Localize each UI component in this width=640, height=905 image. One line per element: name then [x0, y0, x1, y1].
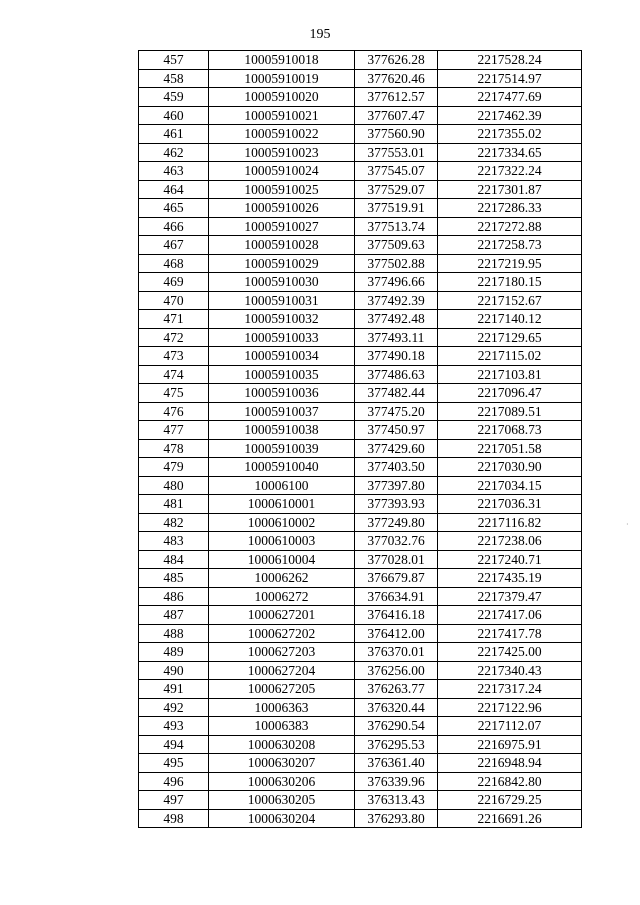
row-index-cell: 479 [139, 458, 209, 477]
x-coordinate-cell: 377482.44 [355, 384, 438, 403]
point-id-cell: 1000627201 [209, 606, 355, 625]
row-index-cell: 498 [139, 809, 209, 828]
y-coordinate-cell: 2216729.25 [438, 791, 582, 810]
x-coordinate-cell: 377612.57 [355, 88, 438, 107]
row-index-cell: 473 [139, 347, 209, 366]
table-row [139, 217, 582, 236]
table-row [139, 772, 582, 791]
x-coordinate-cell: 377475.20 [355, 402, 438, 421]
y-coordinate-cell: 2217112.07 [438, 717, 582, 736]
x-coordinate-cell: 376361.40 [355, 754, 438, 773]
x-coordinate-cell: 376339.96 [355, 772, 438, 791]
row-index-cell: 494 [139, 735, 209, 754]
coordinates-table [138, 50, 582, 828]
x-coordinate-cell: 377032.76 [355, 532, 438, 551]
x-coordinate-cell: 377529.07 [355, 180, 438, 199]
x-coordinate-cell: 376290.54 [355, 717, 438, 736]
y-coordinate-cell: 2217068.73 [438, 421, 582, 440]
row-index-cell: 474 [139, 365, 209, 384]
table-row [139, 236, 582, 255]
y-coordinate-cell: 2217355.02 [438, 125, 582, 144]
table-row [139, 125, 582, 144]
table-row [139, 532, 582, 551]
point-id-cell: 10005910039 [209, 439, 355, 458]
table-row [139, 328, 582, 347]
table-row [139, 606, 582, 625]
table-row [139, 495, 582, 514]
x-coordinate-cell: 376679.87 [355, 569, 438, 588]
x-coordinate-cell: 377393.93 [355, 495, 438, 514]
point-id-cell: 1000630204 [209, 809, 355, 828]
y-coordinate-cell: 2217096.47 [438, 384, 582, 403]
x-coordinate-cell: 377492.39 [355, 291, 438, 310]
y-coordinate-cell: 2217334.65 [438, 143, 582, 162]
point-id-cell: 1000630205 [209, 791, 355, 810]
y-coordinate-cell: 2217116.82 [438, 513, 582, 532]
point-id-cell: 10005910026 [209, 199, 355, 218]
x-coordinate-cell: 377502.88 [355, 254, 438, 273]
table-row [139, 717, 582, 736]
point-id-cell: 10005910034 [209, 347, 355, 366]
point-id-cell: 10005910024 [209, 162, 355, 181]
row-index-cell: 488 [139, 624, 209, 643]
table-row [139, 162, 582, 181]
y-coordinate-cell: 2217272.88 [438, 217, 582, 236]
x-coordinate-cell: 377403.50 [355, 458, 438, 477]
table-row [139, 402, 582, 421]
y-coordinate-cell: 2217030.90 [438, 458, 582, 477]
table-row [139, 439, 582, 458]
y-coordinate-cell: 2217036.31 [438, 495, 582, 514]
y-coordinate-cell: 2217528.24 [438, 51, 582, 70]
x-coordinate-cell: 376263.77 [355, 680, 438, 699]
x-coordinate-cell: 377492.48 [355, 310, 438, 329]
y-coordinate-cell: 2217051.58 [438, 439, 582, 458]
y-coordinate-cell: 2217240.71 [438, 550, 582, 569]
point-id-cell: 1000627203 [209, 643, 355, 662]
row-index-cell: 461 [139, 125, 209, 144]
x-coordinate-cell: 377513.74 [355, 217, 438, 236]
row-index-cell: 486 [139, 587, 209, 606]
table-row [139, 513, 582, 532]
x-coordinate-cell: 376320.44 [355, 698, 438, 717]
point-id-cell: 1000630206 [209, 772, 355, 791]
table-row [139, 106, 582, 125]
table-row [139, 735, 582, 754]
x-coordinate-cell: 376295.53 [355, 735, 438, 754]
point-id-cell: 10005910021 [209, 106, 355, 125]
margin-mark: · [626, 520, 629, 529]
y-coordinate-cell: 2217301.87 [438, 180, 582, 199]
point-id-cell: 10006272 [209, 587, 355, 606]
x-coordinate-cell: 377429.60 [355, 439, 438, 458]
row-index-cell: 492 [139, 698, 209, 717]
row-index-cell: 460 [139, 106, 209, 125]
x-coordinate-cell: 377249.80 [355, 513, 438, 532]
x-coordinate-cell: 377560.90 [355, 125, 438, 144]
point-id-cell: 1000630208 [209, 735, 355, 754]
row-index-cell: 469 [139, 273, 209, 292]
x-coordinate-cell: 376416.18 [355, 606, 438, 625]
x-coordinate-cell: 377607.47 [355, 106, 438, 125]
table-row [139, 643, 582, 662]
y-coordinate-cell: 2217103.81 [438, 365, 582, 384]
y-coordinate-cell: 2217219.95 [438, 254, 582, 273]
x-coordinate-cell: 376256.00 [355, 661, 438, 680]
y-coordinate-cell: 2217379.47 [438, 587, 582, 606]
y-coordinate-cell: 2216975.91 [438, 735, 582, 754]
row-index-cell: 489 [139, 643, 209, 662]
y-coordinate-cell: 2217477.69 [438, 88, 582, 107]
y-coordinate-cell: 2217140.12 [438, 310, 582, 329]
x-coordinate-cell: 376370.01 [355, 643, 438, 662]
x-coordinate-cell: 376293.80 [355, 809, 438, 828]
x-coordinate-cell: 376313.43 [355, 791, 438, 810]
row-index-cell: 491 [139, 680, 209, 699]
row-index-cell: 463 [139, 162, 209, 181]
point-id-cell: 1000610003 [209, 532, 355, 551]
y-coordinate-cell: 2216948.94 [438, 754, 582, 773]
row-index-cell: 475 [139, 384, 209, 403]
y-coordinate-cell: 2217180.15 [438, 273, 582, 292]
x-coordinate-cell: 376412.00 [355, 624, 438, 643]
table-row [139, 384, 582, 403]
point-id-cell: 10006262 [209, 569, 355, 588]
point-id-cell: 1000627202 [209, 624, 355, 643]
point-id-cell: 10005910022 [209, 125, 355, 144]
point-id-cell: 10005910040 [209, 458, 355, 477]
table-row [139, 569, 582, 588]
point-id-cell: 10005910029 [209, 254, 355, 273]
y-coordinate-cell: 2217129.65 [438, 328, 582, 347]
point-id-cell: 10006363 [209, 698, 355, 717]
point-id-cell: 10005910037 [209, 402, 355, 421]
point-id-cell: 10005910031 [209, 291, 355, 310]
row-index-cell: 480 [139, 476, 209, 495]
y-coordinate-cell: 2217462.39 [438, 106, 582, 125]
y-coordinate-cell: 2216842.80 [438, 772, 582, 791]
row-index-cell: 471 [139, 310, 209, 329]
y-coordinate-cell: 2217340.43 [438, 661, 582, 680]
row-index-cell: 485 [139, 569, 209, 588]
row-index-cell: 484 [139, 550, 209, 569]
point-id-cell: 10005910023 [209, 143, 355, 162]
table-row [139, 550, 582, 569]
table-row [139, 273, 582, 292]
y-coordinate-cell: 2217238.06 [438, 532, 582, 551]
row-index-cell: 470 [139, 291, 209, 310]
row-index-cell: 496 [139, 772, 209, 791]
point-id-cell: 10005910028 [209, 236, 355, 255]
point-id-cell: 1000610001 [209, 495, 355, 514]
row-index-cell: 459 [139, 88, 209, 107]
y-coordinate-cell: 2217317.24 [438, 680, 582, 699]
y-coordinate-cell: 2217122.96 [438, 698, 582, 717]
table-row [139, 421, 582, 440]
point-id-cell: 1000610002 [209, 513, 355, 532]
x-coordinate-cell: 377493.11 [355, 328, 438, 347]
x-coordinate-cell: 377553.01 [355, 143, 438, 162]
row-index-cell: 458 [139, 69, 209, 88]
point-id-cell: 10005910035 [209, 365, 355, 384]
x-coordinate-cell: 377626.28 [355, 51, 438, 70]
row-index-cell: 468 [139, 254, 209, 273]
table-row [139, 661, 582, 680]
y-coordinate-cell: 2217115.02 [438, 347, 582, 366]
point-id-cell: 10005910018 [209, 51, 355, 70]
row-index-cell: 495 [139, 754, 209, 773]
row-index-cell: 465 [139, 199, 209, 218]
x-coordinate-cell: 377519.91 [355, 199, 438, 218]
table-row [139, 809, 582, 828]
x-coordinate-cell: 377490.18 [355, 347, 438, 366]
y-coordinate-cell: 2217417.78 [438, 624, 582, 643]
row-index-cell: 493 [139, 717, 209, 736]
y-coordinate-cell: 2217435.19 [438, 569, 582, 588]
table-body [139, 51, 582, 828]
y-coordinate-cell: 2217034.15 [438, 476, 582, 495]
table-row [139, 754, 582, 773]
row-index-cell: 457 [139, 51, 209, 70]
point-id-cell: 10005910032 [209, 310, 355, 329]
row-index-cell: 477 [139, 421, 209, 440]
row-index-cell: 472 [139, 328, 209, 347]
y-coordinate-cell: 2217286.33 [438, 199, 582, 218]
table-row [139, 180, 582, 199]
point-id-cell: 1000627205 [209, 680, 355, 699]
point-id-cell: 10005910027 [209, 217, 355, 236]
point-id-cell: 10005910025 [209, 180, 355, 199]
table-row [139, 254, 582, 273]
x-coordinate-cell: 377486.63 [355, 365, 438, 384]
y-coordinate-cell: 2217089.51 [438, 402, 582, 421]
row-index-cell: 464 [139, 180, 209, 199]
x-coordinate-cell: 377397.80 [355, 476, 438, 495]
row-index-cell: 487 [139, 606, 209, 625]
table-row [139, 791, 582, 810]
row-index-cell: 497 [139, 791, 209, 810]
table-row [139, 347, 582, 366]
point-id-cell: 10005910033 [209, 328, 355, 347]
page-number: 195 [309, 27, 331, 42]
y-coordinate-cell: 2217417.06 [438, 606, 582, 625]
y-coordinate-cell: 2217152.67 [438, 291, 582, 310]
point-id-cell: 10005910038 [209, 421, 355, 440]
point-id-cell: 10006100 [209, 476, 355, 495]
table-row [139, 624, 582, 643]
row-index-cell: 462 [139, 143, 209, 162]
point-id-cell: 10005910019 [209, 69, 355, 88]
x-coordinate-cell: 377028.01 [355, 550, 438, 569]
row-index-cell: 467 [139, 236, 209, 255]
table-row [139, 291, 582, 310]
table-row [139, 143, 582, 162]
table-row [139, 458, 582, 477]
table-row [139, 365, 582, 384]
row-index-cell: 481 [139, 495, 209, 514]
table-row [139, 680, 582, 699]
point-id-cell: 10005910036 [209, 384, 355, 403]
point-id-cell: 1000627204 [209, 661, 355, 680]
x-coordinate-cell: 377509.63 [355, 236, 438, 255]
x-coordinate-cell: 377496.66 [355, 273, 438, 292]
point-id-cell: 10005910030 [209, 273, 355, 292]
row-index-cell: 490 [139, 661, 209, 680]
table-row [139, 698, 582, 717]
table-row [139, 69, 582, 88]
table-row [139, 310, 582, 329]
table-row [139, 199, 582, 218]
row-index-cell: 476 [139, 402, 209, 421]
y-coordinate-cell: 2217425.00 [438, 643, 582, 662]
point-id-cell: 10006383 [209, 717, 355, 736]
y-coordinate-cell: 2216691.26 [438, 809, 582, 828]
y-coordinate-cell: 2217258.73 [438, 236, 582, 255]
row-index-cell: 466 [139, 217, 209, 236]
row-index-cell: 483 [139, 532, 209, 551]
y-coordinate-cell: 2217514.97 [438, 69, 582, 88]
table-row [139, 587, 582, 606]
point-id-cell: 1000630207 [209, 754, 355, 773]
y-coordinate-cell: 2217322.24 [438, 162, 582, 181]
table-row [139, 88, 582, 107]
table-row [139, 476, 582, 495]
row-index-cell: 482 [139, 513, 209, 532]
point-id-cell: 10005910020 [209, 88, 355, 107]
point-id-cell: 1000610004 [209, 550, 355, 569]
row-index-cell: 478 [139, 439, 209, 458]
x-coordinate-cell: 377450.97 [355, 421, 438, 440]
x-coordinate-cell: 376634.91 [355, 587, 438, 606]
x-coordinate-cell: 377620.46 [355, 69, 438, 88]
table-row [139, 51, 582, 70]
x-coordinate-cell: 377545.07 [355, 162, 438, 181]
